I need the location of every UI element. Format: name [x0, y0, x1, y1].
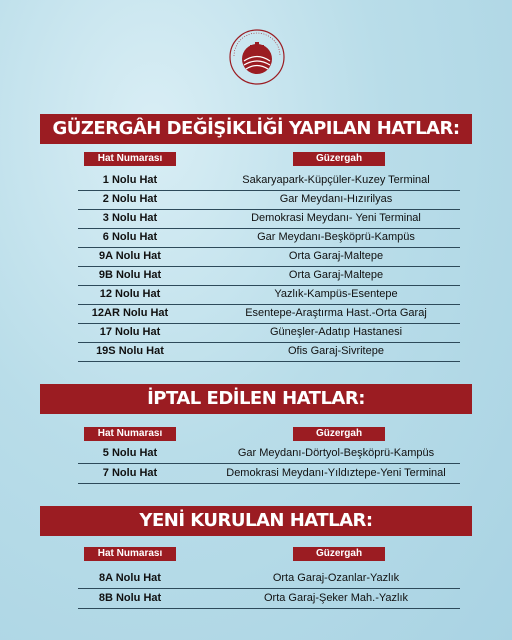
line-number: 6 Nolu Hat: [102, 231, 158, 243]
column-header-line-number: Hat Numarası: [84, 547, 176, 561]
table-row: [78, 266, 460, 286]
line-number: 7 Nolu Hat: [102, 467, 158, 479]
column-header-route: Güzergah: [293, 427, 385, 441]
table-row: [78, 323, 460, 343]
table-row: [78, 444, 460, 464]
table-row: [78, 285, 460, 305]
table-row: [78, 569, 460, 589]
route-text: Ofis Garaj-Sivritepe: [288, 345, 384, 357]
table-row: [78, 589, 460, 609]
route-text: Orta Garaj-Maltepe: [288, 250, 384, 262]
line-number: 9A Nolu Hat: [99, 250, 161, 262]
route-text: Esentepe-Araştırma Hast.-Orta Garaj: [245, 307, 427, 319]
route-text: Sakaryapark-Küpçüler-Kuzey Terminal: [242, 174, 430, 186]
route-text: Demokrasi Meydanı-Yıldıztepe-Yeni Terminal: [226, 467, 446, 479]
table-row: [78, 342, 460, 362]
line-number: 1 Nolu Hat: [102, 174, 158, 186]
column-header-route: Güzergah: [293, 152, 385, 166]
route-text: Orta Garaj-Şeker Mah.-Yazlık: [263, 592, 409, 604]
table-row: [78, 209, 460, 229]
line-number: 3 Nolu Hat: [102, 212, 158, 224]
column-header-line-number: Hat Numarası: [84, 152, 176, 166]
route-text: Gar Meydanı-Dörtyol-Beşköprü-Kampüs: [237, 447, 435, 459]
section-title-new-lines: YENİ KURULAN HATLAR:: [40, 506, 472, 536]
table-row: [78, 171, 460, 191]
table-row: [78, 247, 460, 267]
line-number: 19S Nolu Hat: [96, 345, 164, 357]
line-number: 12 Nolu Hat: [99, 288, 161, 300]
line-number: 9B Nolu Hat: [98, 269, 162, 281]
line-number: 2 Nolu Hat: [102, 193, 158, 205]
table-row: [78, 190, 460, 210]
line-number: 12AR Nolu Hat: [91, 307, 169, 319]
route-text: Orta Garaj-Ozanlar-Yazlık: [272, 572, 400, 584]
section-title-route-changes: GÜZERGÂH DEĞİŞİKLİĞİ YAPILAN HATLAR:: [40, 114, 472, 144]
table-row: [78, 464, 460, 484]
section-title-cancelled-lines: İPTAL EDİLEN HATLAR:: [40, 384, 472, 414]
column-header-line-number: Hat Numarası: [84, 427, 176, 441]
table-row: [78, 228, 460, 248]
route-text: Yazlık-Kampüs-Esentepe: [274, 288, 398, 300]
route-text: Demokrasi Meydanı- Yeni Terminal: [251, 212, 421, 224]
route-text: Orta Garaj-Maltepe: [288, 269, 384, 281]
line-number: 5 Nolu Hat: [102, 447, 158, 459]
line-number: 8B Nolu Hat: [98, 592, 162, 604]
sakarya-municipality-logo: [228, 28, 286, 86]
route-text: Gar Meydanı-Beşköprü-Kampüs: [257, 231, 415, 243]
line-number: 8A Nolu Hat: [99, 572, 161, 584]
column-header-route: Güzergah: [293, 547, 385, 561]
route-text: Gar Meydanı-Hızırilyas: [279, 193, 393, 205]
line-number: 17 Nolu Hat: [99, 326, 161, 338]
route-text: Güneşler-Adatıp Hastanesi: [269, 326, 403, 338]
table-row: [78, 304, 460, 324]
